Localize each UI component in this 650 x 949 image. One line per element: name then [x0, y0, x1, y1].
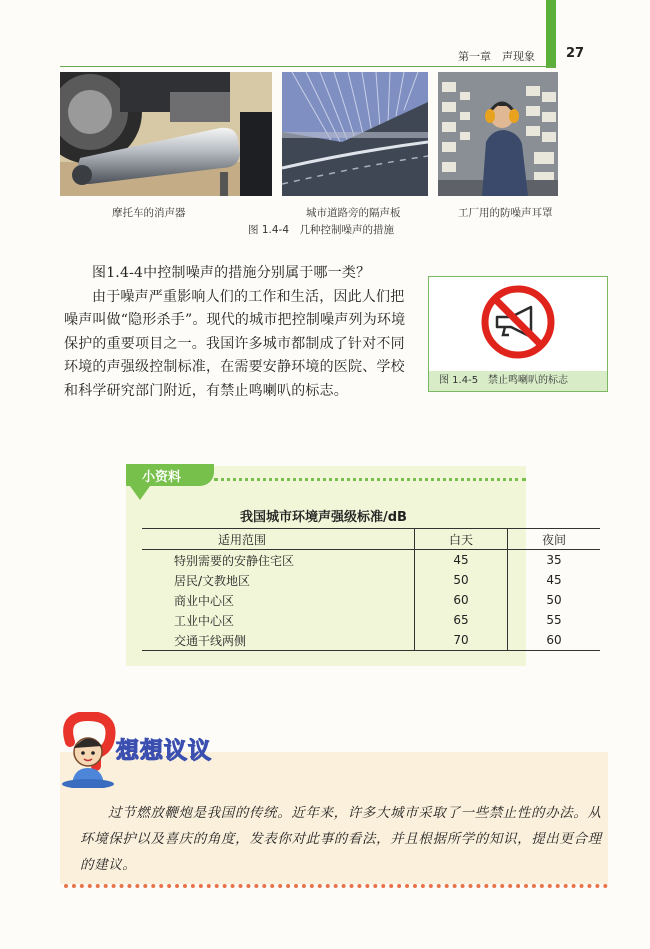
table-row — [142, 570, 600, 590]
discussion-paragraph: 过节燃放鞭炮是我国的传统。近年来，许多大城市采取了一些禁止性的办法。从环境保护以及喜庆的角度，发表你对此事的看法，并且根据所学的知识，提出更合理的建议。 — [80, 805, 602, 873]
factory-earmuff-photo — [438, 72, 558, 196]
motorcycle-muffler-photo — [60, 72, 272, 196]
photo-caption-barrier: 城市道路旁的隔声板 — [306, 207, 401, 219]
figure-caption-1-4-5: 图 1.4-5 禁止鸣喇叭的标志 — [429, 371, 607, 391]
cell-night: 50 — [508, 590, 601, 610]
no-horn-sign-figure — [428, 276, 608, 392]
table-row — [142, 610, 600, 630]
page-number: 27 — [566, 46, 585, 61]
info-dotted-rule — [214, 478, 526, 481]
table-row — [142, 630, 600, 651]
discussion-title: 想想议议 — [116, 738, 212, 764]
figure-caption-1-4-4: 图 1.4-4 几种控制噪声的措施 — [248, 224, 395, 236]
table-title: 我国城市环境声强级标准/dB — [240, 510, 407, 525]
header-rule — [60, 66, 556, 67]
noise-standard-table — [142, 528, 600, 651]
cell-day: 65 — [415, 610, 508, 630]
cell-day: 50 — [415, 570, 508, 590]
cell-night: 55 — [508, 610, 601, 630]
cell-day: 45 — [415, 550, 508, 571]
cell-night: 60 — [508, 630, 601, 651]
cell-area: 交通干线两侧 — [142, 630, 415, 651]
info-tag — [126, 464, 214, 486]
photo-caption-earmuff: 工厂用的防噪声耳罩 — [458, 207, 553, 219]
cell-night: 35 — [508, 550, 601, 571]
photo-caption-muffler: 摩托车的消声器 — [112, 207, 186, 219]
discussion-dotted-rule — [64, 884, 608, 888]
noise-barrier-photo — [282, 72, 428, 196]
cell-area: 居民/文教地区 — [174, 573, 251, 588]
cell-area: 特别需要的安静住宅区 — [174, 553, 295, 568]
body-paragraph: 由于噪声严重影响人们的工作和生活，因此人们把噪声叫做“隐形杀手”。现代的城市把控制噪声列为环境保护的重要项目之一。我国许多城市都制成了针对不同环境的声强级控制标准，在需要安静环境的医院、学校和科学研究部门附近，有禁止鸣喇叭的标志。 — [64, 288, 406, 399]
header-night: 夜间 — [508, 529, 601, 550]
table-row — [142, 550, 600, 571]
no-horn-sign-icon — [481, 285, 555, 359]
discussion-text — [80, 800, 606, 878]
question-line: 图1.4-4中控制噪声的措施分别属于哪一类？ — [92, 265, 371, 281]
cell-day: 60 — [415, 590, 508, 610]
table-header-row — [142, 529, 600, 550]
cell-night: 45 — [508, 570, 601, 590]
header-area: 适用范围 — [142, 529, 415, 550]
table-row — [142, 590, 600, 610]
cell-day: 70 — [415, 630, 508, 651]
info-tag-label: 小资料 — [142, 470, 182, 485]
info-tag-pointer — [130, 486, 150, 500]
question-text — [64, 262, 410, 403]
cell-area: 商业中心区 — [174, 593, 235, 608]
chapter-title: 第一章 声现象 — [458, 50, 535, 63]
header-day: 白天 — [415, 529, 508, 550]
thinking-child-icon — [52, 712, 122, 788]
chapter-color-bar — [546, 0, 556, 68]
cell-area: 工业中心区 — [174, 613, 235, 628]
